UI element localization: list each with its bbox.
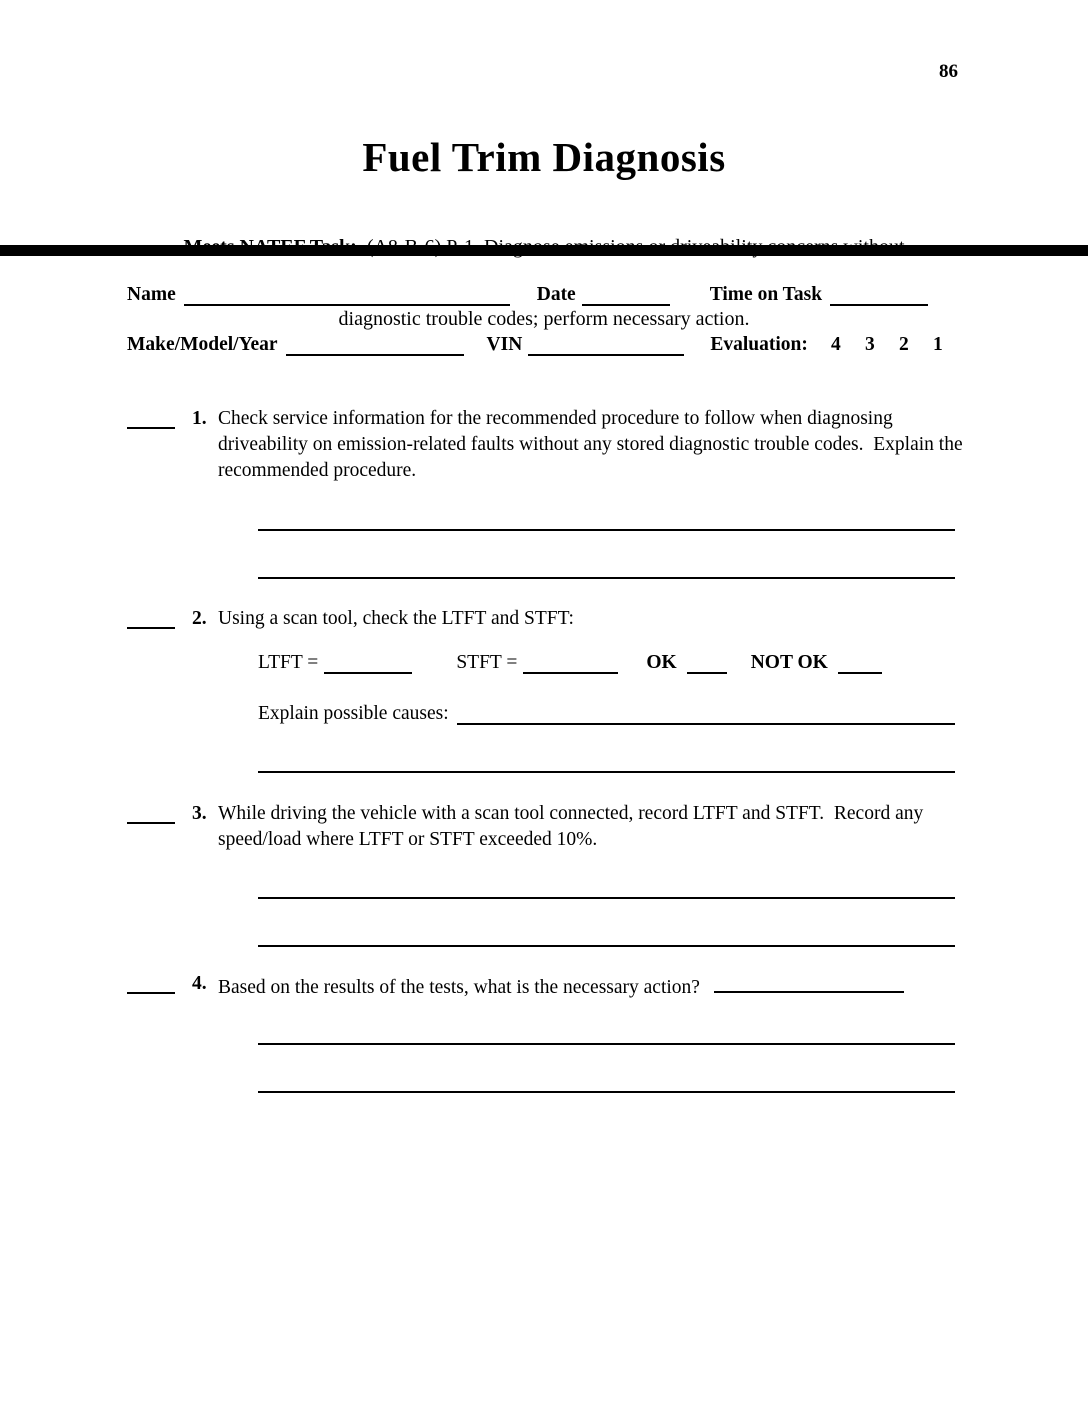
ok-check-line[interactable]	[687, 652, 727, 674]
task-2-answer-line[interactable]	[258, 771, 955, 773]
ltft-label: LTFT =	[258, 652, 319, 673]
task-3-text: While driving the vehicle with a scan tool connected, record LTFT and STFT. Record any speed/load where LTFT or STFT exceeded 10%.	[218, 803, 929, 850]
evaluation-scores	[808, 333, 944, 356]
task-4-text: Based on the results of the tests, what is the necessary action?	[218, 977, 700, 998]
ltft-value-line[interactable]	[324, 652, 412, 674]
info-row-make	[127, 333, 972, 356]
ok-label: OK	[646, 652, 677, 673]
vin-label: VIN	[486, 334, 523, 355]
make-model-year-label: Make/Model/Year	[127, 334, 278, 355]
info-row-name	[127, 283, 972, 306]
stft-label: STFT =	[456, 652, 518, 673]
task-3-answer-line-2[interactable]	[258, 945, 955, 947]
task-1-answer-line-2[interactable]	[258, 577, 955, 579]
time-on-task-field-line[interactable]	[830, 284, 928, 306]
make-model-year-field-line[interactable]	[286, 334, 464, 356]
task-item-3	[127, 801, 965, 853]
task-2-number: 2.	[192, 608, 207, 629]
date-label: Date	[536, 284, 576, 305]
task-4-inline-answer-line[interactable]	[714, 971, 904, 993]
task-4-answer-line-1[interactable]	[258, 1043, 955, 1045]
evaluation-label: Evaluation:	[710, 334, 808, 355]
explain-causes-row	[258, 703, 955, 725]
task-1-check-line[interactable]	[127, 406, 175, 429]
time-on-task-label: Time on Task	[709, 284, 823, 305]
header-divider-rule	[0, 245, 1088, 256]
name-field-line[interactable]	[184, 284, 510, 306]
task-item-2	[127, 606, 965, 632]
evaluation-score-1[interactable]: 1	[932, 334, 943, 355]
page-number: 86	[939, 61, 958, 82]
task-1-number: 1.	[192, 408, 207, 429]
not-ok-check-line[interactable]	[838, 652, 882, 674]
stft-value-line[interactable]	[523, 652, 618, 674]
task-4-number: 4.	[192, 973, 207, 994]
name-label: Name	[127, 284, 176, 305]
explain-causes-label: Explain possible causes:	[258, 703, 449, 724]
page-title: Fuel Trim Diagnosis	[362, 134, 726, 180]
task-3-answer-line-1[interactable]	[258, 897, 955, 899]
task-4-check-line[interactable]	[127, 971, 175, 994]
evaluation-score-4[interactable]: 4	[830, 334, 841, 355]
task-4-text-wrap	[218, 971, 965, 1001]
task-2-text: Using a scan tool, check the LTFT and STFT:	[218, 608, 574, 629]
task-3-check-line[interactable]	[127, 801, 175, 824]
explain-causes-field-line[interactable]	[457, 703, 955, 725]
date-field-line[interactable]	[582, 284, 670, 306]
task-1-answer-line-1[interactable]	[258, 529, 955, 531]
task-4-answer-line-2[interactable]	[258, 1091, 955, 1093]
evaluation-score-3[interactable]: 3	[864, 334, 875, 355]
not-ok-label: NOT OK	[750, 652, 828, 673]
task-item-4	[127, 971, 965, 1001]
fuel-trim-readings-row	[258, 652, 958, 674]
task-3-number: 3.	[192, 803, 207, 824]
vin-field-line[interactable]	[528, 334, 684, 356]
task-2-check-line[interactable]	[127, 606, 175, 629]
evaluation-score-2[interactable]: 2	[898, 334, 909, 355]
task-item-1	[127, 406, 968, 484]
natef-task-line2: diagnostic trouble codes; perform necessary action.	[338, 308, 750, 330]
task-1-text: Check service information for the recommended procedure to follow when diagnosing driveability on emission-related faults without any stored diagnostic trouble codes. Explain the recommended procedure.	[218, 408, 968, 481]
